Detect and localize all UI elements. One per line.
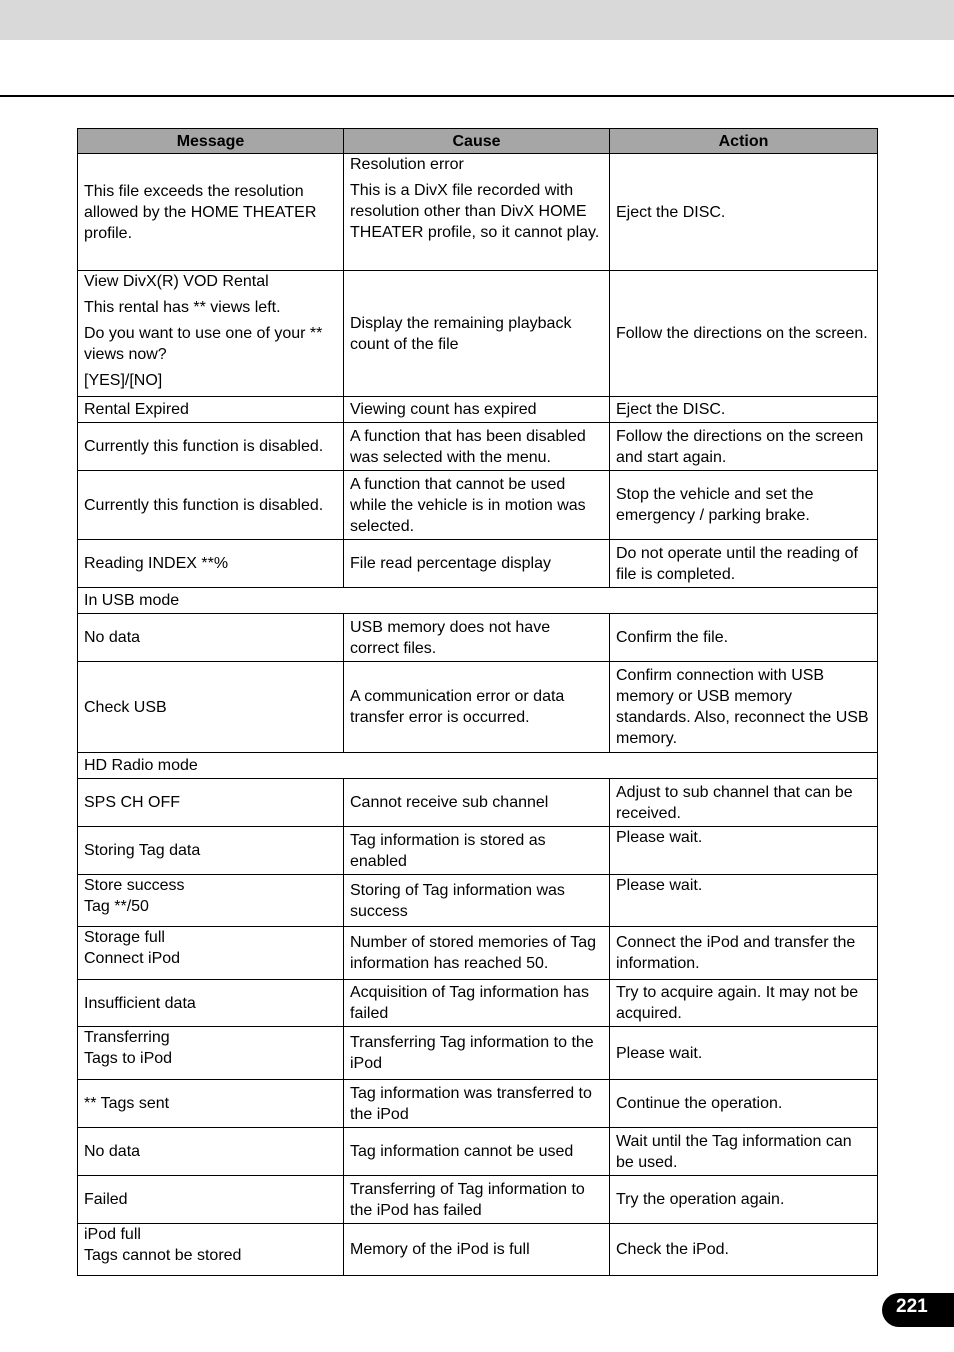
message-cell <box>78 927 344 980</box>
message-cell <box>78 779 344 827</box>
message-cell <box>78 875 344 927</box>
cell-text-line: Try to acquire again. It may not be acquired. <box>616 984 859 1022</box>
cell-text-line: Please wait. <box>616 877 703 894</box>
action-cell <box>610 1027 878 1080</box>
action-cell <box>610 614 878 662</box>
cell-text-line: Check USB <box>84 698 167 716</box>
message-cell <box>78 662 344 753</box>
table-row <box>78 154 878 271</box>
table-row <box>78 397 878 423</box>
cause-cell <box>344 423 610 471</box>
table-row <box>78 1080 878 1128</box>
action-cell <box>610 1128 878 1176</box>
cell-text-line: No data <box>84 1143 141 1160</box>
cause-cell <box>344 875 610 927</box>
table-row <box>78 779 878 827</box>
cell-text-line: This rental has ** views left. <box>84 299 281 316</box>
cell-text-line: Failed <box>84 1191 128 1208</box>
cell-text-line: Follow the directions on the screen. <box>616 325 868 342</box>
cause-cell <box>344 827 610 875</box>
cell-text-line: Acquisition of Tag information has failed <box>350 984 589 1022</box>
message-cell <box>78 540 344 588</box>
message-cell <box>78 1224 344 1276</box>
action-cell <box>610 471 878 540</box>
action-cell <box>610 1080 878 1128</box>
cell-text-line: Transferring of Tag information to the iPod has failed <box>350 1180 585 1219</box>
table-row <box>78 1176 878 1224</box>
cause-cell <box>344 1027 610 1080</box>
cell-text-line: This file exceeds the resolution allowed by the HOME THEATER profile. <box>84 182 317 242</box>
table-row <box>78 1224 878 1276</box>
cell-text-line: Storing Tag data <box>84 842 201 859</box>
message-cell <box>78 423 344 471</box>
message-cell <box>78 980 344 1027</box>
cell-text-line: Confirm the file. <box>616 629 729 646</box>
section-label: HD Radio mode <box>78 753 878 779</box>
cell-text-line: Insufficient data <box>84 994 196 1012</box>
cell-text-line: Follow the directions on the screen and start again. <box>616 427 864 466</box>
cell-text-line: Try the operation again. <box>616 1191 785 1208</box>
cause-cell <box>344 154 610 271</box>
cell-text-line: Eject the DISC. <box>616 401 726 418</box>
cell-text-line: Adjust to sub channel that can be received. <box>616 783 853 822</box>
cell-text-line: Cannot receive sub channel <box>350 794 549 811</box>
message-cell <box>78 154 344 271</box>
cell-text-line: Stop the vehicle and set the emergency / parking brake. <box>616 486 814 524</box>
table-row <box>78 1027 878 1080</box>
cell-text-line: Tags cannot be stored <box>84 1247 242 1264</box>
cell-text-line: Please wait. <box>616 1044 703 1062</box>
cell-text-line: Rental Expired <box>84 401 189 418</box>
cell-text-line: View DivX(R) VOD Rental <box>84 273 269 290</box>
cell-text-line: Confirm connection with USB memory or USB memory standards. Also, reconnect the USB memory. <box>616 667 869 747</box>
cell-text-line: Storage full <box>84 929 165 946</box>
table-row <box>78 423 878 471</box>
cell-text-line: Continue the operation. <box>616 1095 783 1112</box>
cell-text-line: USB memory does not have correct files. <box>350 618 551 657</box>
cause-cell <box>344 540 610 588</box>
cell-text-line: A function that has been disabled was selected with the menu. <box>350 427 586 466</box>
action-cell <box>610 1224 878 1276</box>
column-header-cause: Cause <box>344 129 610 154</box>
table-row <box>78 540 878 588</box>
table-row <box>78 471 878 540</box>
header-band <box>0 0 954 40</box>
cell-text-line: Transferring Tag information to the iPod <box>350 1034 594 1072</box>
cell-text-line: This is a DivX file recorded with resolution other than DivX HOME THEATER profile, so it cannot play. <box>350 182 600 241</box>
message-cell <box>78 397 344 423</box>
action-cell <box>610 875 878 927</box>
message-cell <box>78 471 344 540</box>
column-header-message: Message <box>78 129 344 154</box>
cell-text-line: SPS CH OFF <box>84 794 181 811</box>
cell-text-line: A function that cannot be used while the vehicle is in motion was selected. <box>350 475 586 535</box>
cell-text-line: [YES]/[NO] <box>84 372 163 389</box>
action-cell <box>610 397 878 423</box>
cause-cell <box>344 614 610 662</box>
message-cell <box>78 1080 344 1128</box>
section-row <box>78 753 878 779</box>
cell-text-line: Eject the DISC. <box>616 203 726 221</box>
message-cell <box>78 1128 344 1176</box>
cell-text-line: Transferring <box>84 1029 170 1046</box>
message-table <box>77 128 878 1276</box>
cell-text-line: Do you want to use one of your ** views now? <box>84 325 323 363</box>
cell-text-line: Number of stored memories of Tag information has reached 50. <box>350 934 597 972</box>
action-cell <box>610 662 878 753</box>
section-label: In USB mode <box>78 588 878 614</box>
cause-cell <box>344 1224 610 1276</box>
cell-text-line: Tag information is stored as enabled <box>350 831 546 870</box>
cell-text-line: Resolution error <box>350 156 464 173</box>
cause-cell <box>344 927 610 980</box>
section-row <box>78 588 878 614</box>
action-cell <box>610 1176 878 1224</box>
action-cell <box>610 827 878 875</box>
cause-cell <box>344 779 610 827</box>
cell-text-line: Tags to iPod <box>84 1050 173 1067</box>
table-row <box>78 1128 878 1176</box>
table-row <box>78 980 878 1027</box>
action-cell <box>610 271 878 397</box>
cell-text-line: Tag **/50 <box>84 898 149 915</box>
cause-cell <box>344 1128 610 1176</box>
cause-cell <box>344 397 610 423</box>
cell-text-line: Check the iPod. <box>616 1241 729 1258</box>
cell-text-line: Tag information was transferred to the iPod <box>350 1084 592 1123</box>
table-row <box>78 271 878 397</box>
cell-text-line: Currently this function is disabled. <box>84 438 324 455</box>
cell-text-line: Storing of Tag information was success <box>350 881 565 920</box>
cell-text-line: Please wait. <box>616 829 703 846</box>
cell-text-line: Viewing count has expired <box>350 401 537 418</box>
message-cell <box>78 1176 344 1224</box>
message-cell <box>78 827 344 875</box>
message-cell <box>78 614 344 662</box>
cell-text-line: File read percentage display <box>350 555 552 572</box>
cell-text-line: ** Tags sent <box>84 1095 170 1112</box>
cell-text-line: Do not operate until the reading of file is completed. <box>616 544 858 583</box>
cell-text-line: Reading INDEX **% <box>84 555 229 572</box>
cell-text-line: A communication error or data transfer error is occurred. <box>350 688 565 726</box>
table-row <box>78 827 878 875</box>
page-number: 221 <box>882 1293 954 1327</box>
cell-text-line: Connect iPod <box>84 950 181 967</box>
cell-text-line: iPod full <box>84 1226 141 1243</box>
cause-cell <box>344 1176 610 1224</box>
cause-cell <box>344 1080 610 1128</box>
action-cell <box>610 423 878 471</box>
cell-text-line: No data <box>84 629 141 646</box>
action-cell <box>610 779 878 827</box>
column-header-action: Action <box>610 129 878 154</box>
action-cell <box>610 927 878 980</box>
action-cell <box>610 980 878 1027</box>
table-row <box>78 875 878 927</box>
cell-text-line: Currently this function is disabled. <box>84 496 324 514</box>
table-body <box>78 154 878 1276</box>
action-cell <box>610 154 878 271</box>
table-row <box>78 614 878 662</box>
message-cell <box>78 271 344 397</box>
table-header-row <box>78 129 878 154</box>
header-rule <box>0 95 954 97</box>
cell-text-line: Store success <box>84 877 185 894</box>
cause-cell <box>344 471 610 540</box>
cause-cell <box>344 980 610 1027</box>
cell-text-line: Connect the iPod and transfer the information. <box>616 934 856 972</box>
cause-cell <box>344 662 610 753</box>
cause-cell <box>344 271 610 397</box>
cell-text-line: Wait until the Tag information can be used. <box>616 1132 852 1171</box>
cell-text-line: Memory of the iPod is full <box>350 1241 530 1258</box>
table-row <box>78 662 878 753</box>
cell-text-line: Tag information cannot be used <box>350 1143 574 1160</box>
table-row <box>78 927 878 980</box>
action-cell <box>610 540 878 588</box>
cell-text-line: Display the remaining playback count of the file <box>350 314 572 353</box>
message-cell <box>78 1027 344 1080</box>
